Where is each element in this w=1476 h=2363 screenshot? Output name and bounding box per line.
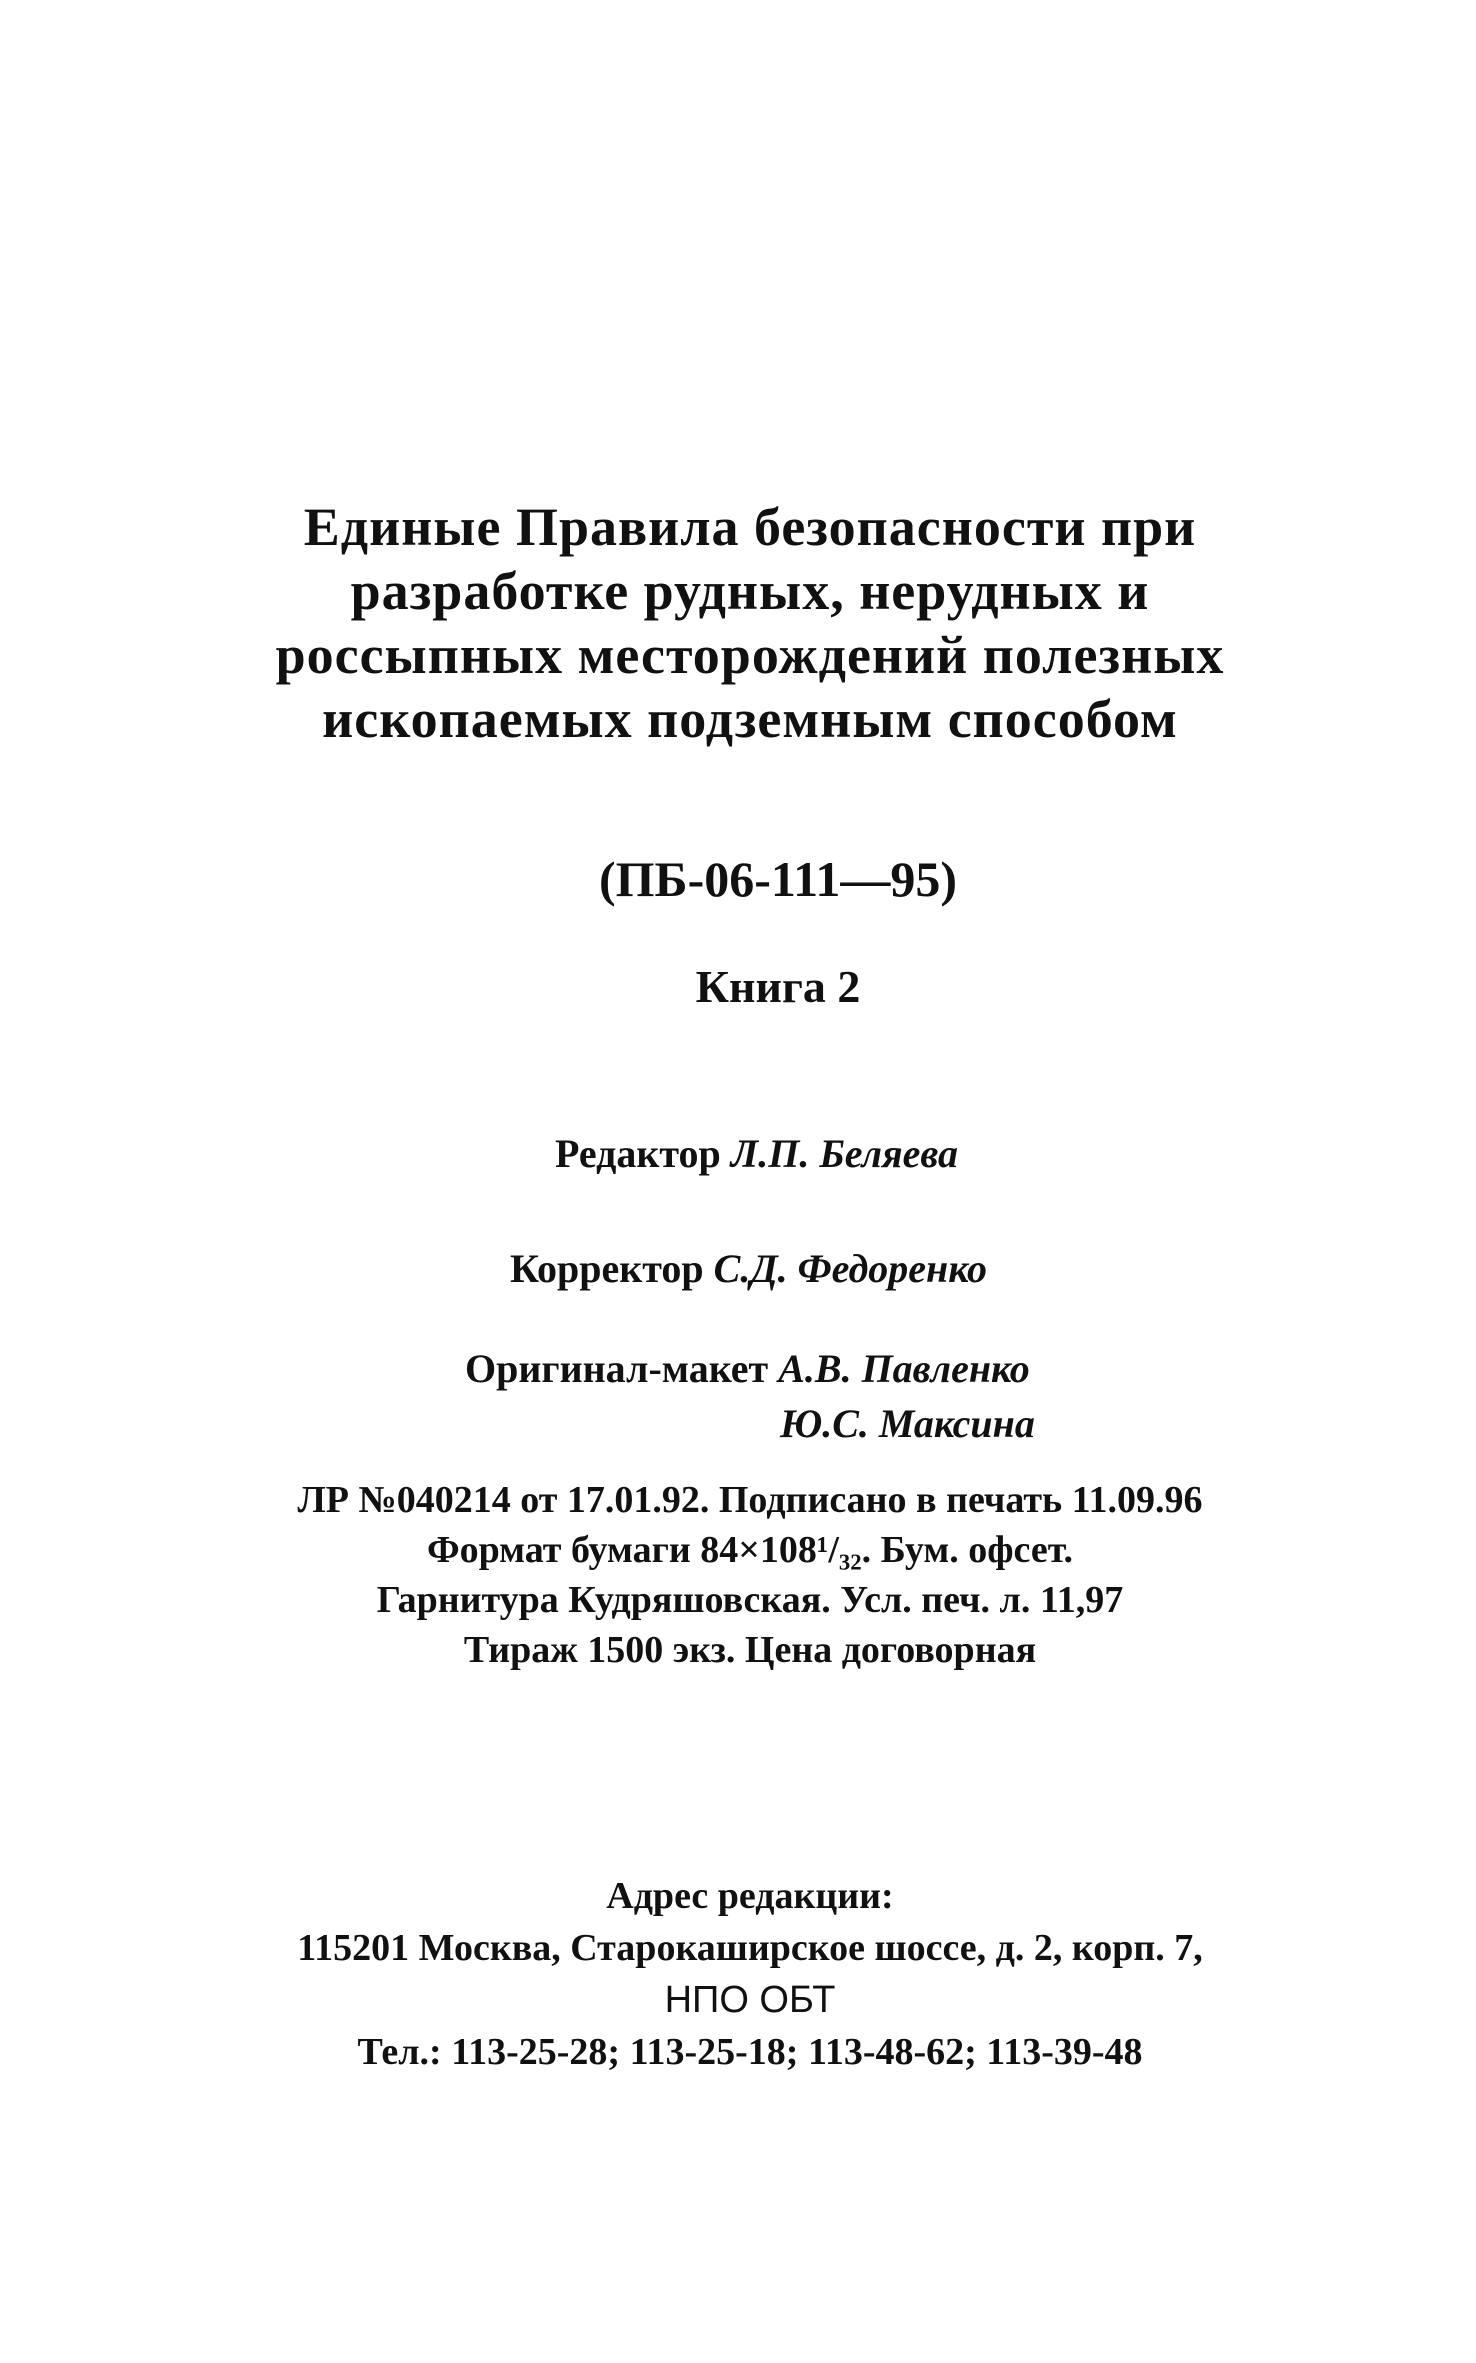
layout-credit: [465, 1345, 1030, 1392]
editor-name: Л.П. Беляева: [730, 1131, 958, 1176]
title-line-2: разработке рудных, нерудных и: [350, 561, 1150, 621]
editor-credit: [555, 1130, 958, 1177]
proofreader-credit: [510, 1245, 987, 1292]
book-title: [180, 495, 1320, 751]
title-line-3: россыпных месторождений полезных: [275, 625, 1225, 685]
editorial-address: [200, 1870, 1300, 2078]
editor-label: Редактор: [555, 1131, 721, 1176]
proofreader-label: Корректор: [510, 1246, 704, 1291]
proofreader-name: С.Д. Федоренко: [713, 1246, 987, 1291]
address-heading: Адрес редакции:: [606, 1875, 894, 1917]
layout-label: Оригинал-макет: [465, 1346, 769, 1391]
publication-line-2: Формат бумаги 84×108¹/₃₂. Бум. офсет.: [426, 1529, 1074, 1571]
publication-details: [200, 1475, 1300, 1675]
publication-line-4: Тираж 1500 экз. Цена договорная: [463, 1629, 1037, 1671]
layout-credit-second: [780, 1400, 1035, 1447]
address-street: 115201 Москва, Старокаширское шоссе, д. 2, корп. 7,: [297, 1927, 1203, 1969]
book-number: Книга 2: [695, 961, 861, 1012]
address-organization: НПО ОБТ: [664, 1979, 836, 2021]
title-line-1: Единые Правила безопасности при: [303, 497, 1197, 557]
publication-line-3: Гарнитура Кудряшовская. Усл. печ. л. 11,97: [376, 1579, 1124, 1621]
document-code: (ПБ-06-111—95): [598, 851, 958, 907]
publication-line-1: ЛР №040214 от 17.01.92. Подписано в печать 11.09.96: [297, 1479, 1203, 1521]
layout-name-2: Ю.С. Максина: [780, 1401, 1035, 1446]
address-phones: Тел.: 113-25-28; 113-25-18; 113-48-62; 113-39-48: [357, 2031, 1143, 2073]
title-line-4: ископаемых подземным способом: [322, 689, 1178, 749]
layout-name-1: А.В. Павленко: [778, 1346, 1030, 1391]
